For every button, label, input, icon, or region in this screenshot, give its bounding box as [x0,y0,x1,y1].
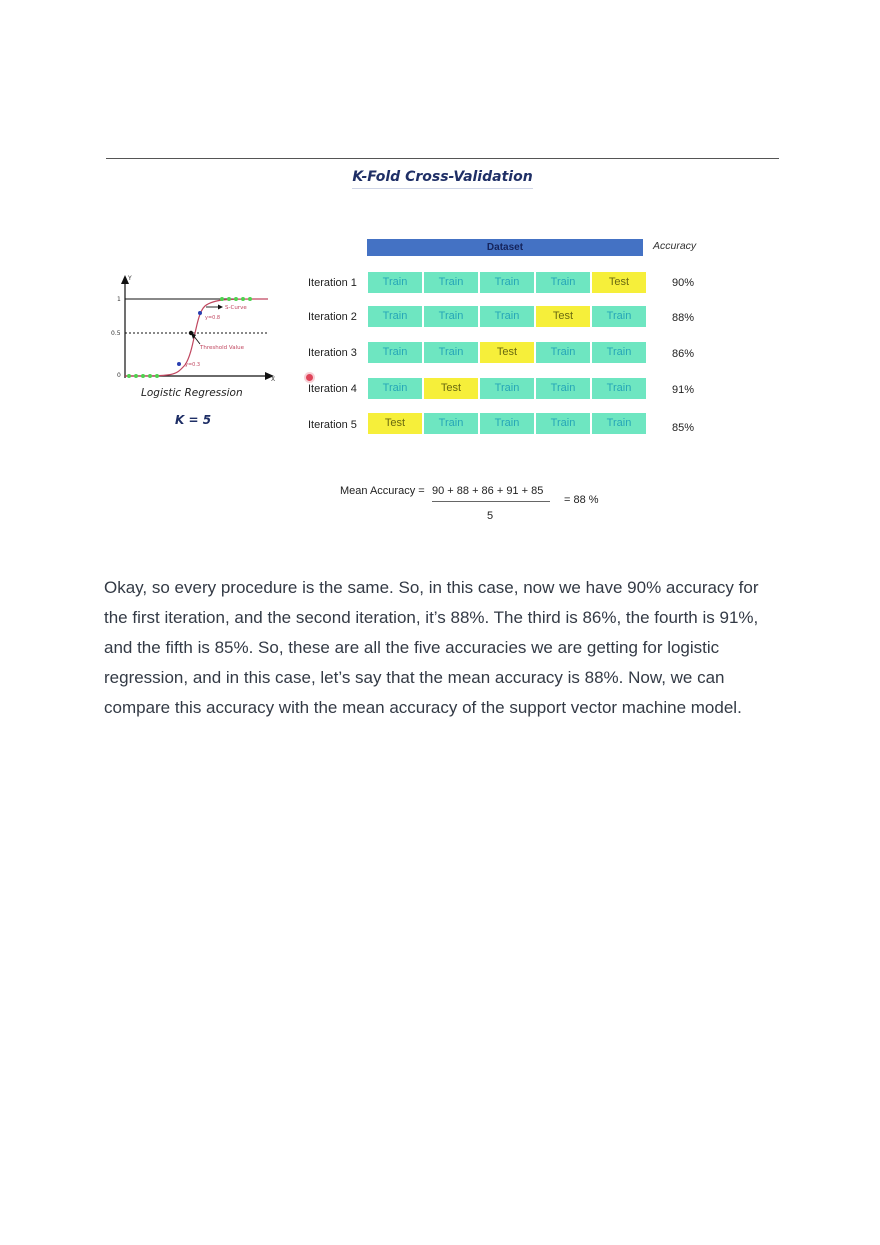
accuracy-header: Accuracy [653,240,697,252]
fold-train: Train [424,306,478,327]
mean-accuracy-label: Mean Accuracy = [340,485,425,497]
fold-train: Train [536,342,590,363]
fold-train: Train [424,342,478,363]
threshold-label: Threshold Value [200,345,244,351]
logistic-regression-plot [105,270,285,385]
fold-test: Test [424,378,478,399]
fold-train: Train [480,272,534,293]
fraction-line [432,501,550,502]
fold-test: Test [480,342,534,363]
x-axis-label: X [271,376,276,383]
iteration-label: Iteration 1 [308,277,357,289]
point-y08 [198,311,202,315]
accuracy-value: 86% [672,348,695,360]
s-curve-label: S-Curve [225,305,247,311]
iteration-label: Iteration 5 [308,419,357,431]
y03-label: y=0.3 [185,362,201,368]
fold-train: Train [592,413,646,434]
tick-0-5: 0.5 [111,330,121,337]
fold-train: Train [536,272,590,293]
mean-numerator: 90 + 88 + 86 + 91 + 85 [432,485,544,497]
fold-test: Test [368,413,422,434]
iteration-label: Iteration 2 [308,311,357,323]
y08-label: y=0.8 [205,315,221,321]
body-paragraph: Okay, so every procedure is the same. So, in this case, now we have 90% accuracy for the first iteration, and the second iteration, it’s 88%. The third is 86%, the fourth is 91%, and the fifth is 85%. So, these are all the five accuracies we are getting for logistic regression, and in this case, let’s say that the mean accuracy is 88%. Now, we can compare this accuracy with the mean accuracy of the support vector machine model. [104,578,759,717]
fold-train: Train [480,378,534,399]
fold-train: Train [424,272,478,293]
dataset-bar: Dataset [367,239,643,256]
point-y03 [177,362,181,366]
fold-train: Train [592,378,646,399]
accuracy-value: 85% [672,422,695,434]
fold-test: Test [536,306,590,327]
fold-train: Train [536,413,590,434]
arrow-icon [218,305,223,310]
fold-train: Train [592,306,646,327]
accuracy-value: 90% [672,277,695,289]
mean-denominator: 5 [487,510,494,522]
fold-train: Train [368,272,422,293]
accuracy-value: 91% [672,384,695,396]
horizontal-rule [106,158,779,159]
fold-train: Train [368,342,422,363]
tick-0: 0 [117,372,121,379]
k-label: K = 5 [175,413,212,427]
pointer-dot-icon [306,374,313,381]
fold-train: Train [536,378,590,399]
figure-title: K-Fold Cross-Validation [105,169,780,185]
fold-train: Train [424,413,478,434]
fold-train: Train [480,306,534,327]
iteration-label: Iteration 3 [308,347,357,359]
accuracy-value: 88% [672,312,695,324]
kfold-figure [105,160,780,538]
fold-train: Train [480,413,534,434]
tick-1: 1 [117,296,121,303]
y-axis-label: Y [128,275,132,282]
fold-test: Test [592,272,646,293]
model-label: Logistic Regression [141,387,243,399]
fold-train: Train [592,342,646,363]
fold-train: Train [368,378,422,399]
mean-result: = 88 % [564,494,599,506]
fold-train: Train [368,306,422,327]
iteration-label: Iteration 4 [308,383,357,395]
